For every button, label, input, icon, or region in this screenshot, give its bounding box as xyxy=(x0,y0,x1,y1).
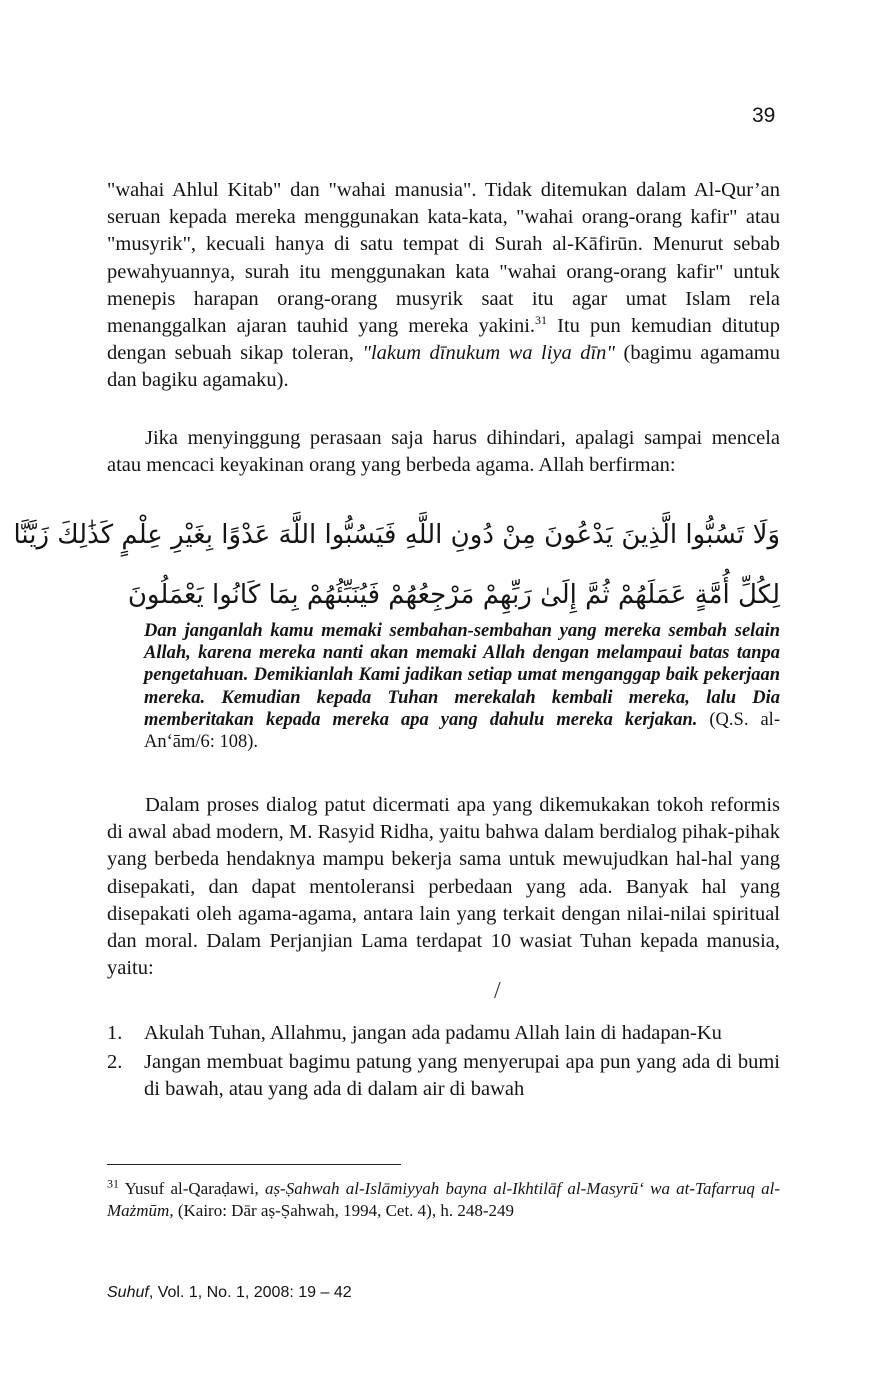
quran-verse xyxy=(13,505,780,625)
body-paragraph-2: Jika menyinggung perasaan saja harus dihindari, apalagi sampai mencela atau mencaci keyakinan orang yang berbeda agama. Allah berfirman: xyxy=(107,427,780,477)
paragraph-1-end: (bagimu agamamu dan bagiku agamaku). xyxy=(107,342,780,392)
footnote-author: Yusuf al-Qaraḍawi, xyxy=(119,1179,265,1198)
journal-name: Suhuf xyxy=(107,1284,149,1301)
verse-translation xyxy=(144,620,780,753)
quran-verse-line-1: وَلَا تَسُبُّوا الَّذِينَ يَدْعُونَ مِنْ دُونِ اللَّهِ فَيَسُبُّوا اللَّهَ عَدْوًا بِغَيْرِ عِلْمٍ كَذَٰلِكَ زَيَّنَّا xyxy=(13,520,780,550)
page-number: 39 xyxy=(752,104,776,127)
body-paragraph-1 xyxy=(107,177,780,395)
footnote-reference: 31 xyxy=(535,313,548,328)
list-item xyxy=(107,1049,780,1103)
list-item-text: Jangan membuat bagimu patung yang menyerupai apa pun yang ada di bumi di bawah, atau yang ada di dalam air di bawah xyxy=(144,1051,780,1101)
running-footer xyxy=(107,1284,352,1302)
translation-text: Dan janganlah kamu memaki sembahan-sembahan yang mereka sembah selain Allah, karena mereka nanti akan memaki Allah dengan melampaui batas tanpa pengetahuan. Demikianlah Kami jadikan setiap umat menganggap baik pekerjaan mereka. Kemudian kepada Tuhan merekalah kembali mereka, lalu Dia memberitakan kepada mereka apa yang dahulu mereka kerjakan. xyxy=(144,621,780,730)
footnote-number: 31 xyxy=(107,1176,119,1191)
journal-details: , Vol. 1, No. 1, 2008: 19 – 42 xyxy=(148,1284,352,1301)
footnote-divider xyxy=(107,1164,401,1165)
footnote-title: aṣ-Ṣahwah al-Islāmiyyah bayna al-Ikhtilāf al-Masyrū‘ wa at-Tafarruq al-Mażmūm, xyxy=(107,1179,780,1220)
list-item xyxy=(107,1020,780,1047)
list-item-number: 1. xyxy=(107,1022,123,1044)
paragraph-1-text: "wahai Ahlul Kitab" dan "wahai manusia". Tidak ditemukan dalam Al-Qur’an seruan kepada mereka menggunakan kata-kata, "wahai orang-orang kafir" atau "musyrik", kecuali hanya di satu tempat di Surah al-Kāfirūn. Menurut sebab pewahyuannya, surah itu menggunakan kata "wahai orang-orang kafir" untuk menepis harapan orang-orang musyrik saat itu agar umat Islam rela menanggalkan ajaran tauhid yang mereka yakini. xyxy=(107,179,780,338)
body-paragraph-3: Dalam proses dialog patut dicermati apa yang dikemukakan tokoh reformis di awal abad modern, M. Rasyid Ridha, yaitu bahwa dalam berdialog pihak-pihak yang berbeda hendaknya mampu bekerja sama untuk mewujudkan hal-hal yang disepakati, dan dapat mentoleransi perbedaan yang ada. Banyak hal yang disepakati oleh agama-agama, antara lain yang terkait dengan nilai-nilai spiritual dan moral. Dalam Perjanjian Lama terdapat 10 wasiat Tuhan kepada manusia, yaitu: xyxy=(107,794,780,980)
footnote-publication: (Kairo: Dār aṣ-Ṣahwah, 1994, Cet. 4), h. 248-249 xyxy=(173,1201,514,1220)
commandments-list xyxy=(107,1020,780,1106)
arabic-phrase-transliteration: "lakum dīnukum wa liya dīn" xyxy=(362,342,616,365)
footnote xyxy=(107,1178,780,1222)
stray-pen-mark: / xyxy=(494,978,501,1004)
list-item-number: 2. xyxy=(107,1051,123,1074)
list-item-text: Akulah Tuhan, Allahmu, jangan ada padamu Allah lain di hadapan-Ku xyxy=(144,1022,722,1044)
verse-citation: (Q.S. al-An‘ām/6: 108). xyxy=(144,709,780,753)
quran-verse-line-2: لِكُلِّ أُمَّةٍ عَمَلَهُمْ ثُمَّ إِلَىٰ رَبِّهِمْ مَرْجِعُهُمْ فَيُنَبِّئُهُمْ بِمَا كَانُوا يَعْمَلُونَ xyxy=(127,580,780,610)
paragraph-1-continuation: Itu pun kemudian ditutup dengan sebuah sikap toleran, xyxy=(107,315,780,365)
